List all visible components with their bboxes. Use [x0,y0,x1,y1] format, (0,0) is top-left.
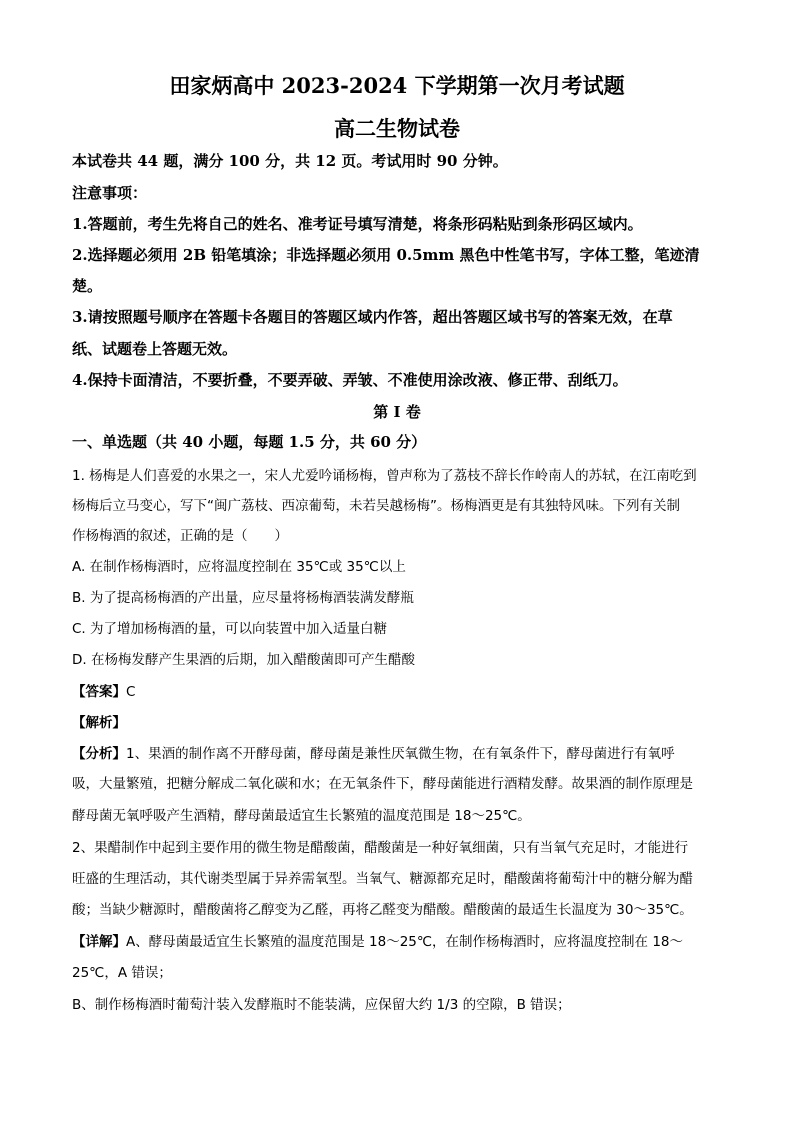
exam-title: 田家炳高中 2023-2024 下学期第一次月考试题 [169,73,625,98]
analysis-sub-label: 【分析】 [72,746,126,762]
volume-label: 第 I 卷 [373,403,421,421]
detail-line-2: 25℃，A 错误； [72,965,172,981]
answer-label: 【答案】 [72,684,126,700]
notice-rule-3: 3.请按照题号顺序在答题卡各题目的答题区域内作答，超出答题区域书写的答案无效，在草 [72,308,673,326]
answer-value: C [126,684,136,700]
exam-subtitle: 高二生物试卷 [334,116,460,141]
detail-label: 【详解】 [72,934,126,950]
question-stem-line-2: 杨梅后立马变心，写下“闽广荔枝、西凉葡萄，未若吴越杨梅”。杨梅酒更是有其独特风味。下列有关制 [72,498,680,514]
analysis-line-6: 酸；当缺少糖源时，醋酸菌将乙醇变为乙醛，再将乙醛变为醋酸。醋酸菌的最适生长温度为 30～35℃。 [72,902,693,918]
analysis-line-2: 吸，大量繁殖，把糖分解成二氧化碳和水；在无氧条件下，酵母菌能进行酒精发酵。故果酒的制作原理是 [72,776,693,792]
notice-rule-4: 4.保持卡面清洁，不要折叠，不要弄破、弄皱、不准使用涂改液、修正带、刮纸刀。 [72,371,628,389]
detail-text-1: A、酵母菌最适宜生长繁殖的温度范围是 18～25℃，在制作杨梅酒时，应将温度控制在 18～ [126,934,684,950]
answer-line [72,680,722,700]
detail-line-1 [72,930,722,950]
analysis-line-4: 2、果醋制作中起到主要作用的微生物是醋酸菌，醋酸菌是一种好氧细菌，只有当氧气充足时，才能进行 [72,840,689,856]
section-heading: 一、单选题（共 40 小题，每题 1.5 分，共 60 分） [72,433,427,451]
option-d: D. 在杨梅发酵产生果酒的后期，加入醋酸菌即可产生醋酸 [72,652,415,668]
question-stem-line-3: 作杨梅酒的叙述，正确的是（ ） [72,528,288,544]
analysis-line-5: 旺盛的生理活动，其代谢类型属于异养需氧型。当氧气、糖源都充足时，醋酸菌将葡萄汁中的糖分解为醋 [72,871,693,887]
notice-rule-2: 2.选择题必须用 2B 铅笔填涂；非选择题必须用 0.5mm 黑色中性笔书写，字体工整，笔迹清 [72,246,700,264]
analysis-line-1 [72,742,722,762]
notice-rule-2-cont: 楚。 [72,277,103,295]
detail-line-3: B、制作杨梅酒时葡萄汁装入发酵瓶时不能装满，应保留大约 1/3 的空隙，B 错误； [72,997,571,1013]
analysis-label: 【解析】 [72,715,126,731]
analysis-text-1: 1、果酒的制作离不开酵母菌，酵母菌是兼性厌氧微生物，在有氧条件下，酵母菌进行有氧呼 [126,746,675,762]
notice-rule-3-cont: 纸、试题卷上答题无效。 [72,340,238,358]
exam-summary: 本试卷共 44 题，满分 100 分，共 12 页。考试用时 90 分钟。 [72,152,508,170]
option-a: A. 在制作杨梅酒时，应将温度控制在 35℃或 35℃以上 [72,559,406,575]
analysis-line-3: 酵母菌无氧呼吸产生酒精，酵母菌最适宜生长繁殖的温度范围是 18～25℃。 [72,808,531,824]
option-b: B. 为了提高杨梅酒的产出量，应尽量将杨梅酒装满发酵瓶 [72,590,414,606]
notice-rule-1: 1.答题前，考生先将自己的姓名、准考证号填写清楚，将条形码粘贴到条形码区域内。 [72,215,643,233]
notice-heading: 注意事项： [72,184,148,202]
question-stem-line-1: 1. 杨梅是人们喜爱的水果之一，宋人尤爱吟诵杨梅，曾声称为了荔枝不辞长作岭南人的苏轼，在江南吃到 [72,468,697,484]
option-c: C. 为了增加杨梅酒的量，可以向装置中加入适量白糖 [72,621,388,637]
